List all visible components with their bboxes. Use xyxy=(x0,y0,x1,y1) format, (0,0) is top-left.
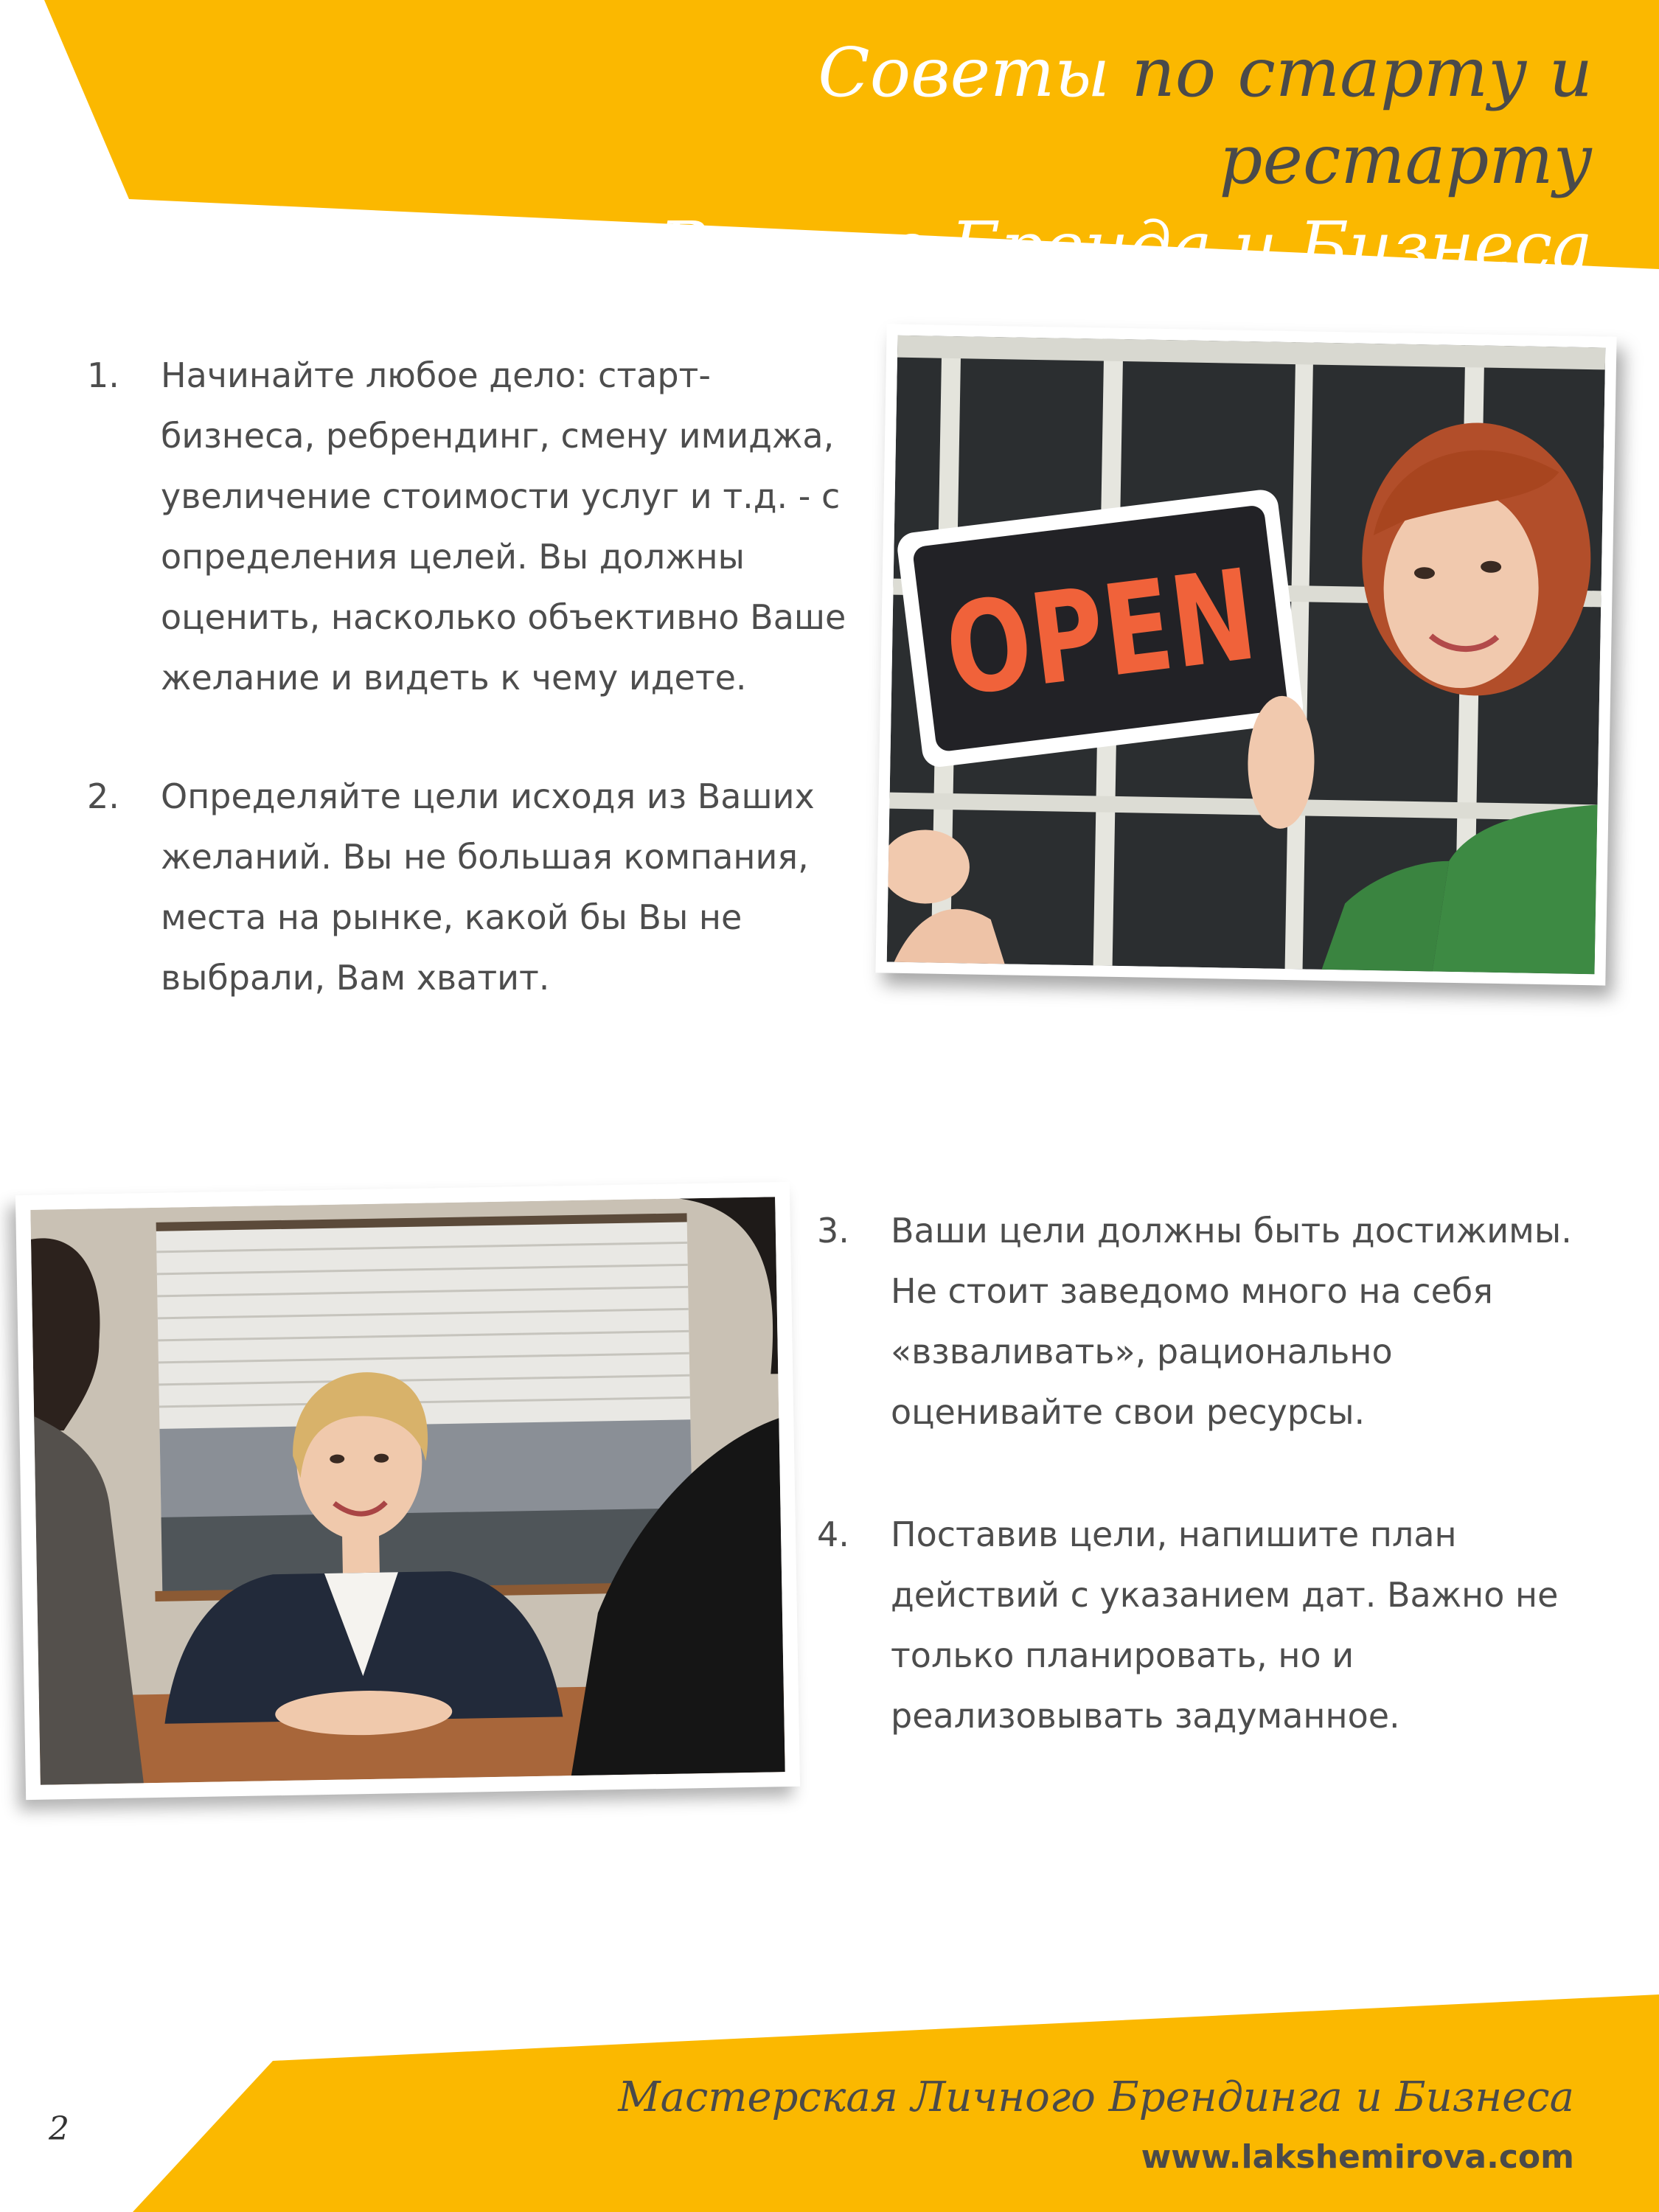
footer-website-link[interactable]: www.lakshemirova.com xyxy=(1141,2138,1574,2176)
open-sign-photo-art xyxy=(887,335,1606,975)
title-line1-rest: по старту и рестарту xyxy=(1110,33,1593,199)
photo-office-meeting xyxy=(15,1182,800,1800)
list-line: оценивайте свои ресурсы. xyxy=(891,1392,1366,1432)
list-line: Не стоит заведомо много на себя xyxy=(891,1271,1493,1311)
list-number: 1. xyxy=(87,355,119,395)
list-line: оценить, насколько объективно Ваше xyxy=(161,597,846,637)
page-number: 2 xyxy=(49,2110,69,2148)
list-line: Определяйте цели исходя из Ваших xyxy=(161,776,815,816)
list-line: только планировать, но и xyxy=(891,1635,1354,1675)
title-word-highlight: Советы xyxy=(818,33,1110,112)
list-item-1 xyxy=(87,345,869,728)
list-line: увеличение стоимости услуг и т.д. - с xyxy=(161,476,841,516)
list-line: бизнеса, ребрендинг, смену имиджа, xyxy=(161,416,835,456)
list-line: определения целей. Вы должны xyxy=(161,537,745,577)
footer-brand-name: Мастерская Личного Брендинга и Бизнеса xyxy=(618,2073,1574,2121)
list-line: желание и видеть к чему идете. xyxy=(161,658,747,698)
office-photo-art xyxy=(30,1197,785,1785)
page-title xyxy=(487,29,1593,291)
list-line: реализовывать задуманное. xyxy=(891,1696,1400,1736)
list-line: действий с указанием дат. Важно не xyxy=(891,1575,1559,1615)
list-item-4 xyxy=(817,1504,1628,1755)
list-line: места на рынке, какой бы Вы не xyxy=(161,897,742,937)
open-sign-text: OPEN xyxy=(938,532,1343,726)
list-line: выбрали, Вам хватит. xyxy=(161,958,550,998)
list-line: Ваши цели должны быть достижимы. xyxy=(891,1211,1572,1251)
list-item-3 xyxy=(817,1200,1628,1451)
list-line: Начинайте любое дело: старт- xyxy=(161,355,711,395)
photo-open-sign xyxy=(875,324,1616,985)
title-line2: Вашего Бренда и Бизнеса xyxy=(658,207,1593,286)
list-item-2 xyxy=(87,766,869,1017)
list-line: Поставив цели, напишите план xyxy=(891,1514,1457,1554)
list-number: 4. xyxy=(817,1514,849,1554)
list-number: 3. xyxy=(817,1211,849,1251)
list-number: 2. xyxy=(87,776,119,816)
list-line: желаний. Вы не большая компания, xyxy=(161,837,809,877)
list-line: «взваливать», рационально xyxy=(891,1332,1393,1371)
